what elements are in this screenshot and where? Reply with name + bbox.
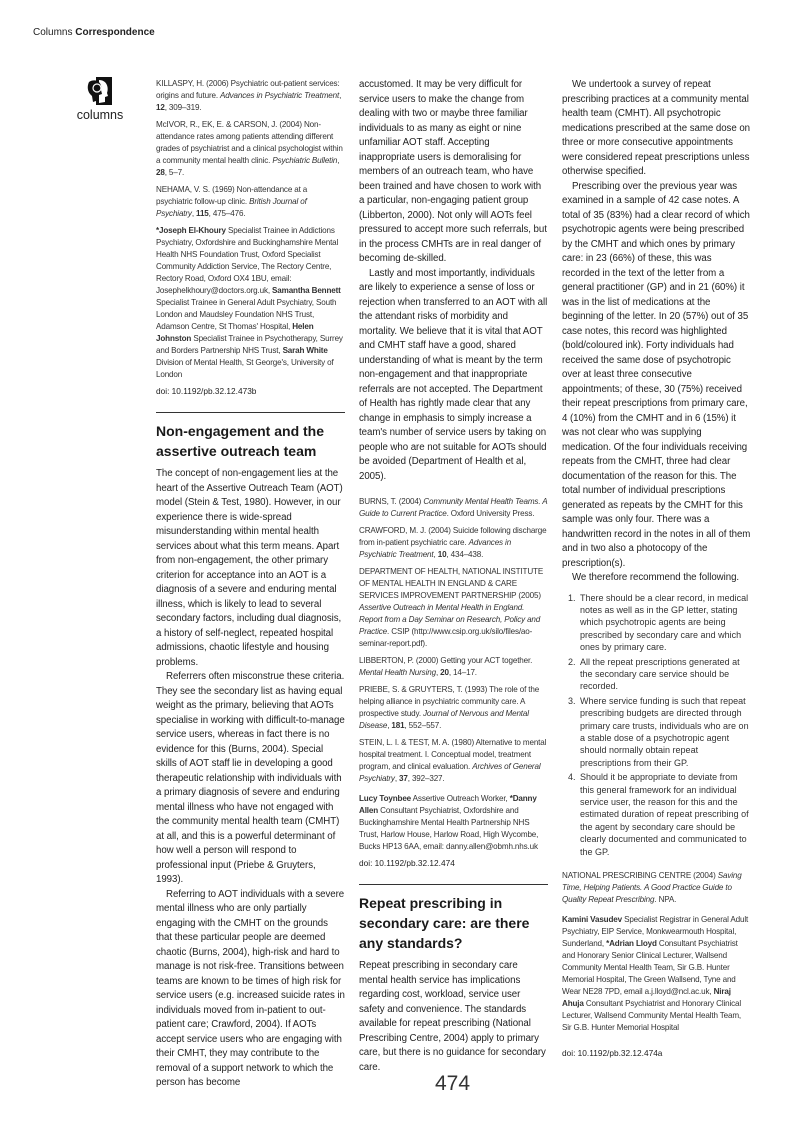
text-run: BURNS, T. (2004) [359,497,424,506]
author-name: Samantha Bennett [272,286,341,295]
reference [359,737,548,785]
text-run: Consultant Psychiatrist, Oxfordshire and Buckinghamshire Mental Health Partnership NHS Trust, Harlow House, Harlow Road, High Wycombe, Bucks HP13 6AA, email: danny.allen@obmh.nhs.uk [359,806,539,851]
publication-title: Archives of General Psychiatry [359,762,541,783]
reference [359,684,548,732]
reference-list [562,870,751,906]
text-run: , [387,721,392,730]
reference [156,78,345,114]
text-run: , [435,668,441,677]
list-item: 4. Should it be appropriate to deviate from this general framework for an individual service user, the reason for this and the estimated duration of repeat prescribing of the agent by secondary care should be clearly documented and communicated to the GP. [578,771,751,858]
column-3 [562,78,751,1058]
heads-logo-icon [87,76,113,106]
publication-title: Advances in Psychiatric Treatment [220,91,340,100]
paragraph: Lastly and most importantly, individuals are likely to experience a sense of loss or rejection when transferred to an AOT with all the attendant risks of morbidity and mortality. We believe that it is vital that AOT and CMHT staff have a good, shared understanding of what is meant by the term non-engagement and that inappropriate referrals are not accepted. The Department of Health has rightly made clear that any change in emphasis to simply increase a team's number of service users by taking on people who are not suitable for AOTs should be avoided (Department of Health et al, 2005). [359,267,548,482]
article-body [359,959,548,1075]
text-run: , 434–438. [446,550,484,559]
text-run: McIVOR, R., EK, E. & CARSON, J. (2004) Non-attendance rates among patients attending different grades of psychiatrist and a clinical psychologist within a community mental health clinic. [156,120,343,165]
text-run: , 309–319. [164,103,202,112]
list-item: 1. There should be a clear record, in medical notes as well as in the GP letter, stating which psychotropic agents are being prescribed by secondary care and which ones by primary care. [578,592,751,654]
list-item: 3. Where service funding is such that repeat prescribing budgets are directed through primary care trusts, individuals who are on a stable dose of a psychotropic agent should normally obtain repeat prescriptions from their GP. [578,695,751,769]
author-name: 181 [391,721,405,730]
reference [359,566,548,650]
author-affiliations [562,914,751,1034]
paragraph: We undertook a survey of repeat prescribing practices at a community mental health team (CMHT). All psychotropic medications prescribed at the same dose on three or more consecutive appointments were considered repeat prescriptions unless otherwise specified. [562,79,750,177]
author-name: Niraj Ahuja [562,987,731,1009]
doi: doi: 10.1192/pb.32.12.473b [156,386,257,396]
author-name: *Adrian Lloyd [606,939,657,949]
columns-logo [74,76,126,122]
author-name: Helen Johnston [156,322,314,343]
author-name: 115 [196,209,209,218]
text-run: , [337,156,340,165]
paragraph: accustomed. It may be very difficult for service users to make the change from dealing with two or maybe three familiar individuals to as many as eight or nine unfamiliar AOT staff. Accepting inappropriate users is demoralising for members of an outreach team, who have been trained and have chosen to work with a particular, non-engaging patient group (Libberton, 2000). Not only will AOTs feel pressured to accept more such referrals, but in the process CMHTs are in real danger of becoming de-skilled. [359,79,547,264]
column-2 [359,78,548,1075]
text-run: Division of Mental Health, St George's, University of London [156,358,334,379]
author-name: 20 [440,668,449,677]
publication-title: Psychiatric Bulletin [272,156,338,165]
reference [156,184,345,220]
text-run: PRIEBE, S. & GRUYTERS, T. (1993) The role of the helping alliance in psychiatric community care. A prospective study. [359,685,540,718]
text-run: Specialist Trainee in Addictions Psychiatry, Oxfordshire and Buckinghamshire Mental Health NHS Foundation Trust, Oxford Specialist Community Addiction Service, The Rectory Centre, Rectory Road, Oxford OX4 1BU, email: Josephelkhoury@doctors.org.uk, [156,226,339,295]
text-run: , [339,91,342,100]
text-run: , [394,774,400,783]
reference [359,655,548,679]
text-run: . CSIP (http://www.csip.org.uk/silo/files/ao-seminar-report.pdf). [359,627,533,648]
article-body-continued [359,78,548,484]
publication-title: Saving Time, Helping Patients. A Good Practice Guide to Quality Repeat Prescribing [562,871,742,905]
author-name: Lucy Toynbee [359,794,412,803]
text-run: CRAWFORD, M. J. (2004) Suicide following discharge from in-patient psychiatric care. [359,526,547,547]
publication-title: Mental Health Nursing [359,668,436,677]
reference [359,525,548,561]
text-run: , [191,209,197,218]
text-run: LIBBERTON, P. (2000) Getting your ACT together. [359,656,533,665]
reference [359,496,548,520]
page-number: 474 [434,1072,471,1095]
text-run: STEIN, L. I. & TEST, M. A. (1980) Alternative to mental hospital treatment. I. Conceptual model, treatment program, and clinical evaluation. [359,738,547,771]
publication-title: Journal of Nervous and Mental Disease [359,709,529,730]
list-item: 2. All the repeat prescriptions generated at the secondary care service should be recorded. [578,656,751,693]
publication-title: Community Mental Health Teams. A Guide to Current Practice [359,497,548,518]
publication-title: Assertive Outreach in Mental Health in England. Report from a Day Seminar on Research, Policy and Practice [359,603,541,636]
author-name: *Danny Allen [359,794,537,815]
text-run: , [433,550,438,559]
recommendations-list [562,592,751,859]
text-run: , 552–557. [404,721,442,730]
paragraph: Referring to AOT individuals with a severe mental illness who are only partially engaging with the CMHT on the grounds that these particular people are deemed chaotic (Burns, 2004), high-risk and hard to manage is not risk-free. Transitions between teams are known to be times of high risk for service users (e.g. increased suicide rates in individuals moved from in-patient to out-patient care; Crawford, 2004). If AOTs accept service users who are engaging with their CMHT, they may contribute to the removal of a support network to which the person has become [156,888,345,1088]
text-run: Specialist Trainee in General Adult Psychiatry, South London and Maudsley Foundation NHS Trust, Adamson Centre, St Thomas' Hospital, [156,298,337,331]
publication-title: British Journal of Psychiatry [156,197,307,218]
column-1 [156,78,345,1091]
author-name: 37 [399,774,408,783]
text-run: NEHAMA, V. S. (1969) Non-attendance at a psychiatric follow-up clinic. [156,185,308,206]
author-name: 12 [156,103,165,112]
text-run: Specialist Registrar in General Adult Psychiatry, EIP Service, Monkwearmouth Hospital, Sunderland, [562,915,749,949]
author-name: 28 [156,168,165,177]
author-affiliations [359,793,548,853]
author-name: *Joseph El-Khoury [156,226,226,235]
reference [562,870,751,906]
paragraph: The concept of non-engagement lies at the heart of the Assertive Outreach Team (AOT) model (Stein & Test, 1980). However, in our experience there is wide-spread misunderstanding within mental health services about what this term means. Apart from non-engagement, the other primary criterion for acceptance into an AOT is a diagnosis of a severe and enduring mental illness, which is likely to lead to several secondary factors, including dual diagnosis, a history of self-neglect, repeated hospital admissions, chaotic lifestyle and housing problems. [156,468,343,668]
text-run: Consultant Psychiatrist and Honorary Senior Clinical Lecturer, Wallsend Community Mental Health Team, Sir G.B. Hunter Memorial Hospital, The Green Wallsend, Tyne and Wear NE28 7PD, email a.j.lloyd@ncl.ac.uk, [562,939,738,997]
running-header [33,27,155,38]
article-heading: Repeat prescribing in secondary care: are there any standards? [359,895,530,951]
article-body [156,467,345,1091]
paragraph: We therefore recommend the following. [572,572,740,583]
author-name: Kamini Vasudev [562,915,622,925]
subsection-label: Correspondence [75,27,155,38]
publication-title: Advances in Psychiatric Treatment [359,538,512,559]
doi: doi: 10.1192/pb.32.12.474 [359,858,455,868]
divider [359,884,548,885]
text-run: , 5–7. [164,168,185,177]
text-run: , 392–327. [407,774,445,783]
author-name: 10 [437,550,447,559]
text-run: Consultant Psychiatrist and Honorary Clinical Lecturer, Wallsend Community Mental Health Team, Sir G.B. Hunter Memorial Hospital [562,999,742,1033]
author-affiliations [156,225,345,381]
text-run: Assertive Outreach Worker, [411,794,510,803]
section-label: Columns [33,27,73,38]
divider [156,412,345,413]
paragraph: Repeat prescribing in secondary care mental health service has implications regarding cost, workload, service user safety and convenience. The standards available for repeat prescribing (National Prescribing Centre, 2004) apply to primary care, but there is no guidance for secondary care. [359,960,546,1073]
text-run: NATIONAL PRESCRIBING CENTRE (2004) [562,871,718,881]
text-run: KILLASPY, H. (2006) Psychiatric out-patient services: origins and future. [156,79,340,100]
reference [156,119,345,179]
paragraph: Prescribing over the previous year was examined in a sample of 42 case notes. A total of 35 (83%) had a clear record of which psychotropic agents were being prescribed by the CMHT and which ones by primary care: in 23 (66%) of these, this was recorded in the text of the letter from a general practitioner (GP) and in 21 (60%) it was in the list of medications at the beginning of the letter. In 20 (57%) out of 35 case notes, this record was highlighted (bold/coloured ink). Forty individuals had received the same dose of psychotropic over at least three consecutive appointments; of these, 30 (75%) received their repeat prescriptions from primary care, 4 (10%) from the CMHT and in 6 (15%) it was not clear who was supplying medication. Of the four individuals receiving repeats from the CMHT, three had clear documentation of the reason for this. The total number of individual prescriptions generated as repeats by the CMHT for this sample was only four. There was a handwritten record in the notes in all of them and in two also a photocopy of the prescription(s). [562,180,751,569]
reference-list [156,78,345,220]
text-run: , 14–17. [448,668,477,677]
text-run: DEPARTMENT OF HEALTH, NATIONAL INSTITUTE OF MENTAL HEALTH IN ENGLAND & CARE SERVICES IMPROVEMENT PARTNERSHIP (2005) [359,567,544,600]
doi: doi: 10.1192/pb.32.12.474a [562,1048,663,1059]
author-name: Sarah White [282,346,328,355]
article-heading: Non-engagement and the assertive outreach team [156,423,325,459]
paragraph: Referrers often misconstrue these criteria. They see the secondary list as having equal weight as the primary, believing that AOTs specialise in working with difficult-to-manage service users, whereas in fact there is no evidence for this (Burns, 2004). Special skills of AOT staff lie in developing a good therapeutic relationship with individuals with a primary diagnosis of severe and enduring mental illness who have not engaged with the community mental health team (CMHT) at all, and this is a powerful determinant of how well a person will respond to professional input (Priebe & Gruyters, 1993). [156,671,345,885]
text-run: . Oxford University Press. [446,509,535,518]
article-body-continued [562,78,751,586]
text-run: . NPA. [654,895,677,905]
reference-list [359,496,548,785]
text-run: Specialist Trainee in Psychotherapy, Surrey and Borders Partnership NHS Trust, [156,334,343,355]
logo-label: columns [76,108,124,122]
text-run: , 475–476. [208,209,246,218]
